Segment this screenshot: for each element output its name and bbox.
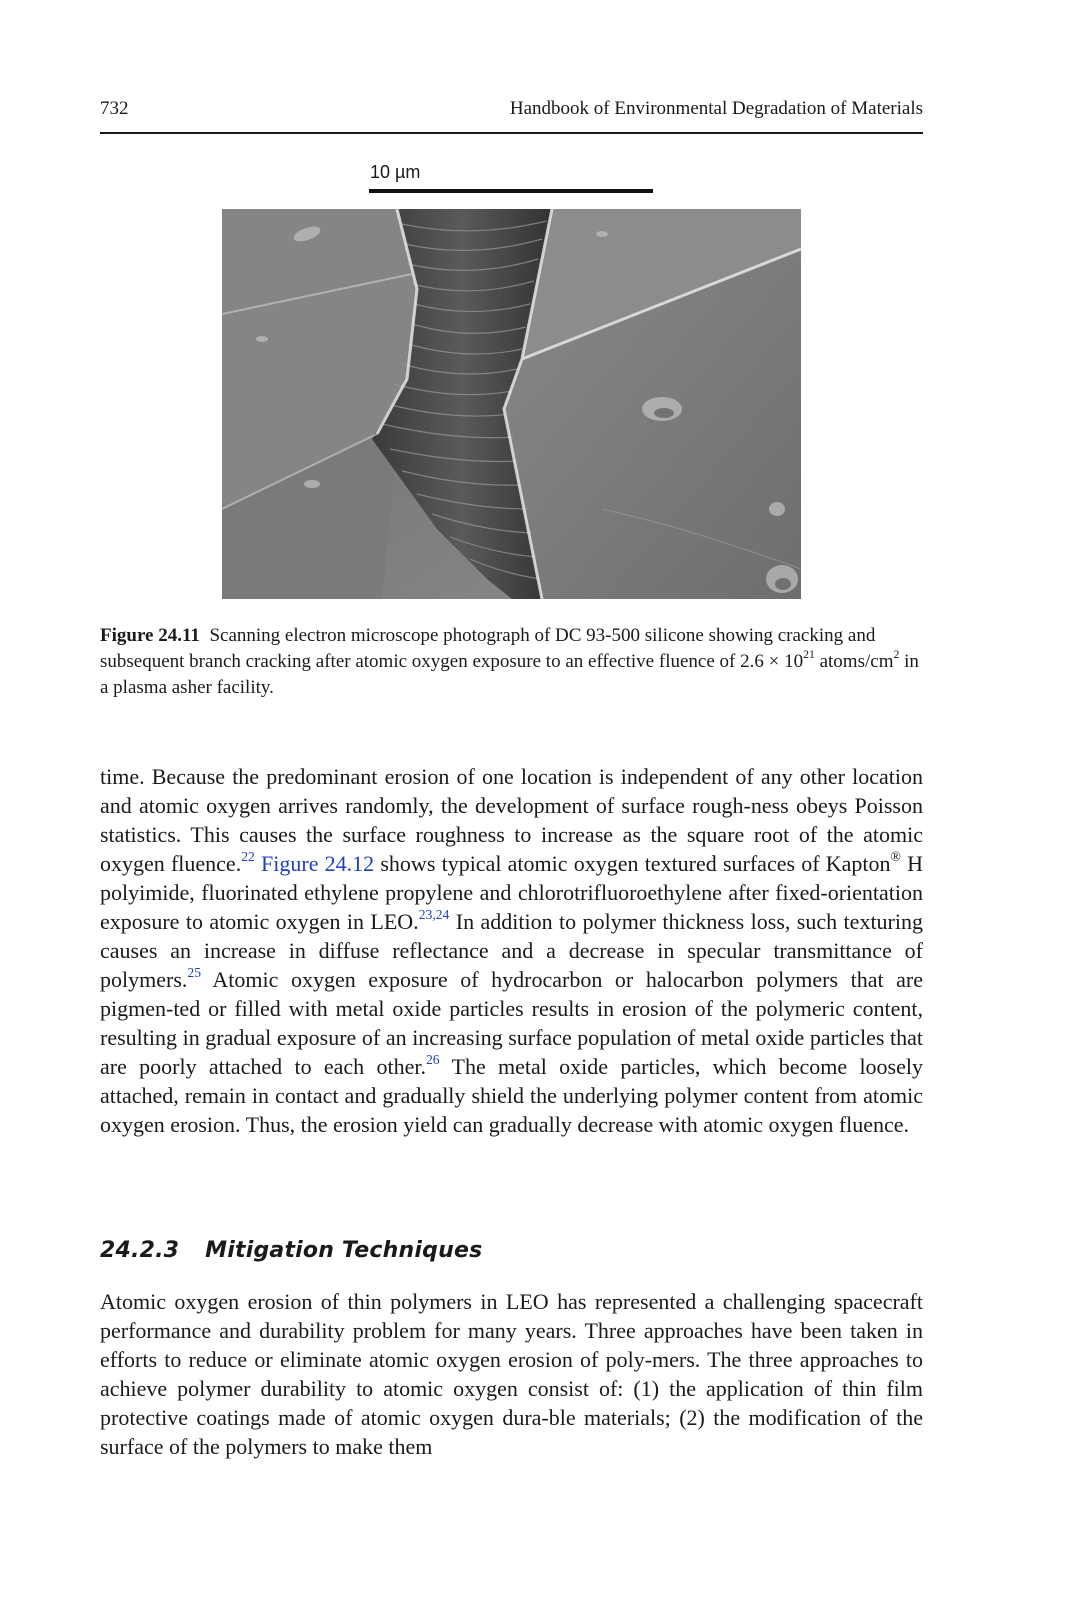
citation-25[interactable]: 25 — [187, 964, 202, 980]
scale-bar-label: 10 µm — [370, 162, 421, 182]
body-paragraph-1 — [100, 762, 923, 1139]
paragraph-1-text-1: time. Because the predominant erosion of one location is independent of any other location and atomic oxygen arrives randomly, the development of surface rough-ness obeys Poisson statistics. This causes the surface roughness to increase as the square root of the atomic oxygen fluence. — [100, 764, 923, 876]
figure-caption-exponent-2: 2 — [893, 648, 900, 662]
paragraph-1-text-2: shows typical atomic oxygen textured surfaces of Kapton — [374, 851, 891, 876]
paragraph-1-text-4: In addition to polymer thickness loss, such texturing causes an increase in diffuse reflectance and a decrease in specular transmittance of polymers. — [100, 909, 923, 992]
running-title: Handbook of Environmental Degradation of Materials — [509, 98, 923, 119]
figure-caption-text-2: atoms/cm — [814, 651, 894, 672]
figure-caption — [100, 623, 923, 701]
figure-caption-text-1: Scanning electron microscope photograph of DC 93-500 silicone showing cracking and subsequent branch cracking after atomic oxygen exposure to an effective fluence of 2.6 × 10 — [100, 625, 876, 672]
paragraph-1-text-6: The metal oxide particles, which become loosely attached, remain in contact and gradually shield the underlying polymer content from atomic oxygen erosion. Thus, the erosion yield can gradually decrease with atomic oxygen fluence. — [100, 1054, 923, 1137]
citation-26[interactable]: 26 — [425, 1051, 440, 1067]
body-paragraph-2: Atomic oxygen erosion of thin polymers in LEO has represented a challenging spacecraft performance and durability problem for many years. Three approaches have been taken in efforts to reduce or eliminate atomic oxygen erosion of poly-mers. The three approaches to achieve polymer durability to atomic oxygen consist of: (1) the application of thin film protective coatings made of atomic oxygen dura-ble materials; (2) the modification of the surface of the polymers to make them — [100, 1289, 923, 1459]
paragraph-1-text-5: Atomic oxygen exposure of hydrocarbon or halocarbon polymers that are pigmen-ted or filled with metal oxide particles results in erosion of the polymeric content, resulting in gradual exposure of an increasing surface population of metal oxide particles that are poorly attached to each other. — [100, 967, 923, 1079]
page-number: 732 — [100, 98, 129, 119]
section-number: 24.2.3 — [100, 1238, 180, 1263]
section-heading — [100, 1238, 482, 1263]
scale-bar — [369, 189, 653, 193]
sem-micrograph — [222, 209, 801, 599]
figure-caption-exponent-1: 21 — [803, 648, 815, 662]
paragraph-1-text-3: H polyimide, fluorinated ethylene propylene and chlorotrifluoroethylene after fixed-orientation exposure to atomic oxygen in LEO. — [100, 851, 923, 934]
figure-24-12-link[interactable]: Figure 24.12 — [261, 851, 375, 876]
running-header — [100, 98, 923, 134]
section-title: Mitigation Techniques — [205, 1238, 483, 1263]
citation-23-24[interactable]: 23,24 — [418, 906, 450, 922]
citation-22[interactable]: 22 — [241, 848, 255, 864]
registered-mark: ® — [890, 848, 901, 864]
figure-caption-label: Figure 24.11 — [100, 625, 200, 646]
figure-caption-text-3: in a plasma asher facility. — [100, 651, 919, 698]
